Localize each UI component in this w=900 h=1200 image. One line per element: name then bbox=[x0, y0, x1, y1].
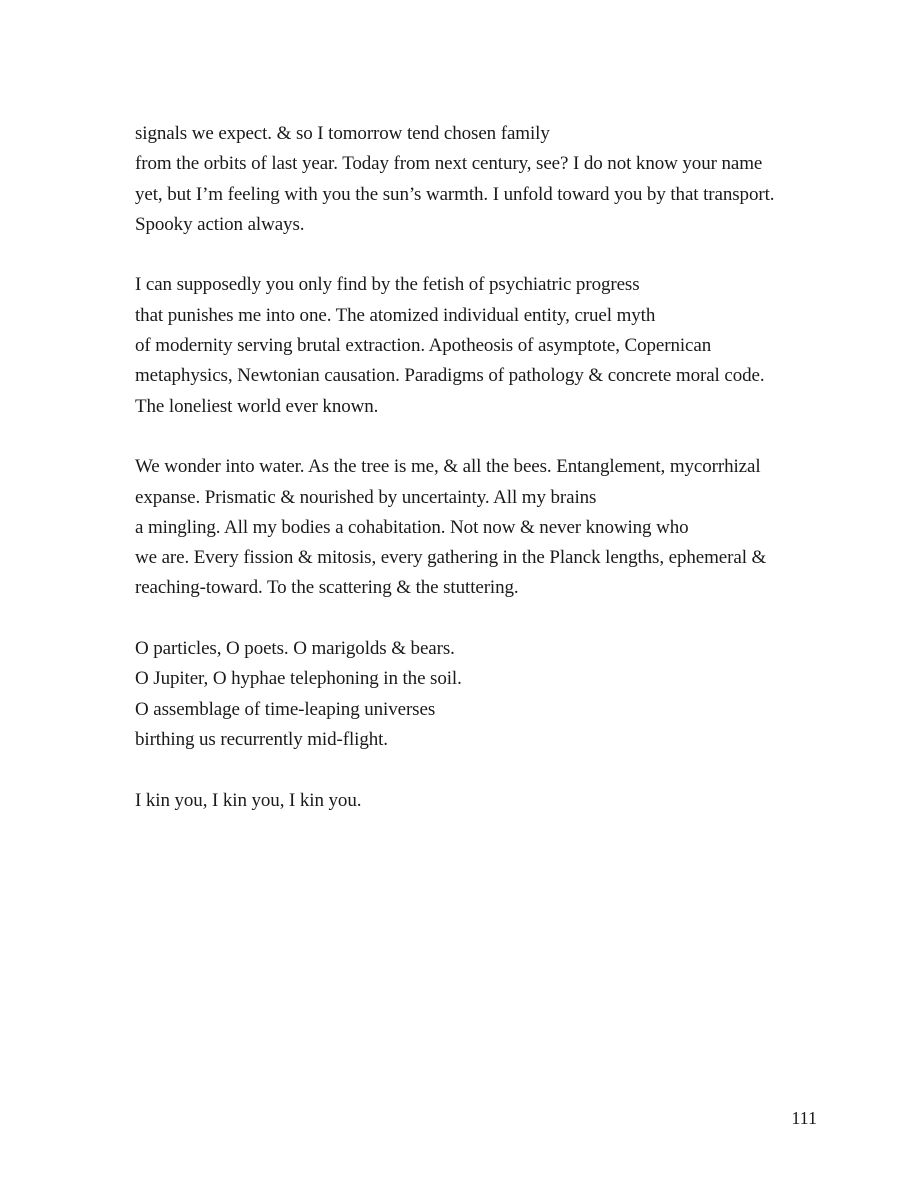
poem-line: I can supposedly you only find by the fetish of psychiatric progress bbox=[135, 274, 640, 296]
poem-line: O particles, O poets. O marigolds & bears. bbox=[135, 638, 455, 660]
stanza bbox=[135, 786, 835, 816]
page-number: 111 bbox=[791, 1108, 817, 1128]
poem-line: metaphysics, Newtonian causation. Paradigms of pathology & concrete moral code. bbox=[135, 365, 765, 387]
poem-line: we are. Every fission & mitosis, every gathering in the Planck lengths, ephemeral & bbox=[135, 547, 767, 569]
stanza bbox=[135, 452, 835, 603]
poem-line: of modernity serving brutal extraction. Apotheosis of asymptote, Copernican bbox=[135, 335, 712, 357]
stanza bbox=[135, 119, 835, 240]
poem-line: from the orbits of last year. Today from next century, see? I do not know your name bbox=[135, 153, 763, 175]
poem-line: reaching-toward. To the scattering & the stuttering. bbox=[135, 577, 519, 599]
poem-line: We wonder into water. As the tree is me, & all the bees. Entanglement, mycorrhizal bbox=[135, 456, 761, 478]
poem-text bbox=[135, 119, 835, 846]
poem-line: The loneliest world ever known. bbox=[135, 395, 379, 417]
stanza bbox=[135, 634, 835, 755]
poem-line: O assemblage of time-leaping universes bbox=[135, 698, 436, 720]
poem-line: yet, but I’m feeling with you the sun’s warmth. I unfold toward you by that transport. bbox=[135, 183, 775, 205]
poem-line: birthing us recurrently mid-flight. bbox=[135, 728, 388, 750]
poem-line: Spooky action always. bbox=[135, 213, 305, 235]
poem-line: that punishes me into one. The atomized individual entity, cruel myth bbox=[135, 304, 656, 326]
poem-line: a mingling. All my bodies a cohabitation. Not now & never knowing who bbox=[135, 516, 689, 538]
poem-line: expanse. Prismatic & nourished by uncertainty. All my brains bbox=[135, 486, 597, 508]
poem-line: O Jupiter, O hyphae telephoning in the soil. bbox=[135, 668, 462, 690]
poem-line: I kin you, I kin you, I kin you. bbox=[135, 789, 362, 811]
poem-line: signals we expect. & so I tomorrow tend chosen family bbox=[135, 123, 550, 144]
stanza bbox=[135, 270, 835, 421]
